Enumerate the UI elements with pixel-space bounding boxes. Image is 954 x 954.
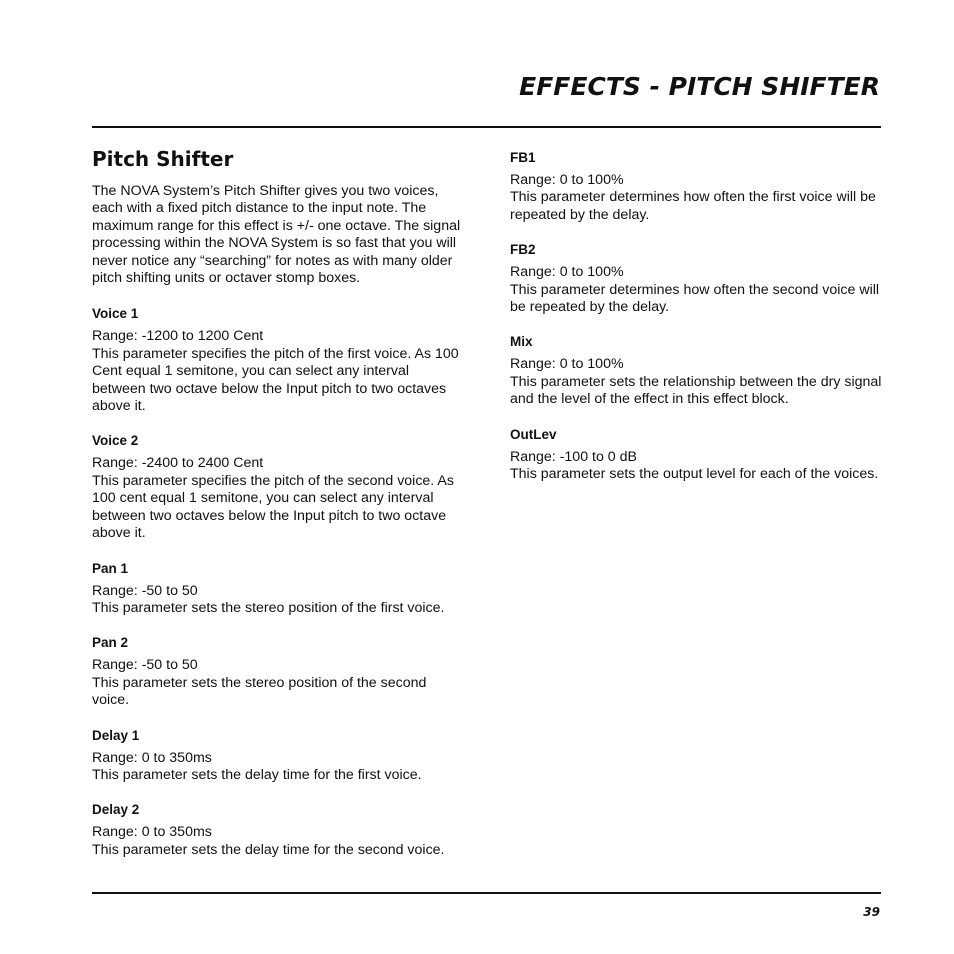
param-description: This parameter sets the stereo position of the second voice.	[92, 674, 427, 709]
param-outlev	[510, 426, 882, 484]
param-fb1	[510, 149, 882, 224]
param-pan-1	[92, 560, 464, 618]
param-range: Range: -50 to 50	[92, 657, 198, 674]
param-delay-1	[92, 727, 464, 785]
param-voice-1	[92, 305, 464, 415]
param-range: Range: 0 to 350ms	[92, 749, 212, 766]
param-range: Range: 0 to 100%	[510, 264, 624, 281]
param-name: Pan 1	[92, 560, 129, 576]
param-description: This parameter determines how often the first voice will be repeated by the delay.	[510, 189, 876, 223]
header-rule	[92, 126, 881, 128]
param-description: This parameter specifies the pitch of the second voice. As 100 cent equal 1 semitone, you can select any interval between two octaves below the Input pitch to two octave above it.	[92, 472, 454, 542]
param-range: Range: 0 to 350ms	[92, 824, 212, 841]
page-number: 39	[863, 905, 880, 919]
param-range: Range: 0 to 100%	[510, 172, 624, 188]
param-description: This parameter sets the delay time for the first voice.	[92, 766, 422, 783]
param-description: This parameter determines how often the second voice will be repeated by the delay.	[510, 281, 880, 316]
page-header-title: EFFECTS - PITCH SHIFTER	[519, 72, 880, 101]
footer-rule	[92, 892, 881, 894]
param-name: Voice 2	[92, 433, 139, 449]
param-name: Voice 1	[92, 306, 139, 322]
param-fb2	[510, 241, 882, 316]
param-name: OutLev	[510, 426, 557, 442]
param-pan-2	[92, 634, 464, 709]
param-name: Mix	[510, 334, 533, 350]
param-delay-2	[92, 801, 464, 859]
param-name: Delay 2	[92, 802, 140, 818]
right-column	[510, 149, 882, 500]
param-description: This parameter specifies the pitch of the first voice. As 100 Cent equal 1 semitone, you can select any interval between two octave below the Input pitch to two octaves above it.	[92, 345, 459, 415]
param-name: FB1	[510, 150, 536, 165]
param-name: FB2	[510, 242, 536, 258]
param-description: This parameter sets the stereo position of the first voice.	[92, 599, 445, 616]
intro-paragraph: The NOVA System’s Pitch Shifter gives you two voices, each with a fixed pitch distance to the input note. The maximum range for this effect is +/- one octave. The signal processing within the NOVA System is so fast that you will never notice any “searching” for notes as with many older pitch shifting units or octaver stomp boxes.	[92, 183, 461, 287]
param-description: This parameter sets the delay time for the second voice.	[92, 841, 445, 858]
param-range: Range: -2400 to 2400 Cent	[92, 455, 264, 472]
param-description: This parameter sets the relationship between the dry signal and the level of the effect in this effect block.	[510, 373, 882, 408]
param-range: Range: -1200 to 1200 Cent	[92, 328, 264, 345]
section-heading: Pitch Shifter	[92, 147, 234, 171]
param-description: This parameter sets the output level for each of the voices.	[510, 466, 879, 483]
param-voice-2	[92, 432, 464, 542]
param-name: Delay 1	[92, 727, 140, 743]
param-range: Range: -100 to 0 dB	[510, 448, 637, 465]
left-column	[92, 146, 464, 876]
param-name: Pan 2	[92, 635, 129, 651]
param-range: Range: 0 to 100%	[510, 356, 624, 373]
param-range: Range: -50 to 50	[92, 582, 198, 599]
param-mix	[510, 333, 882, 408]
